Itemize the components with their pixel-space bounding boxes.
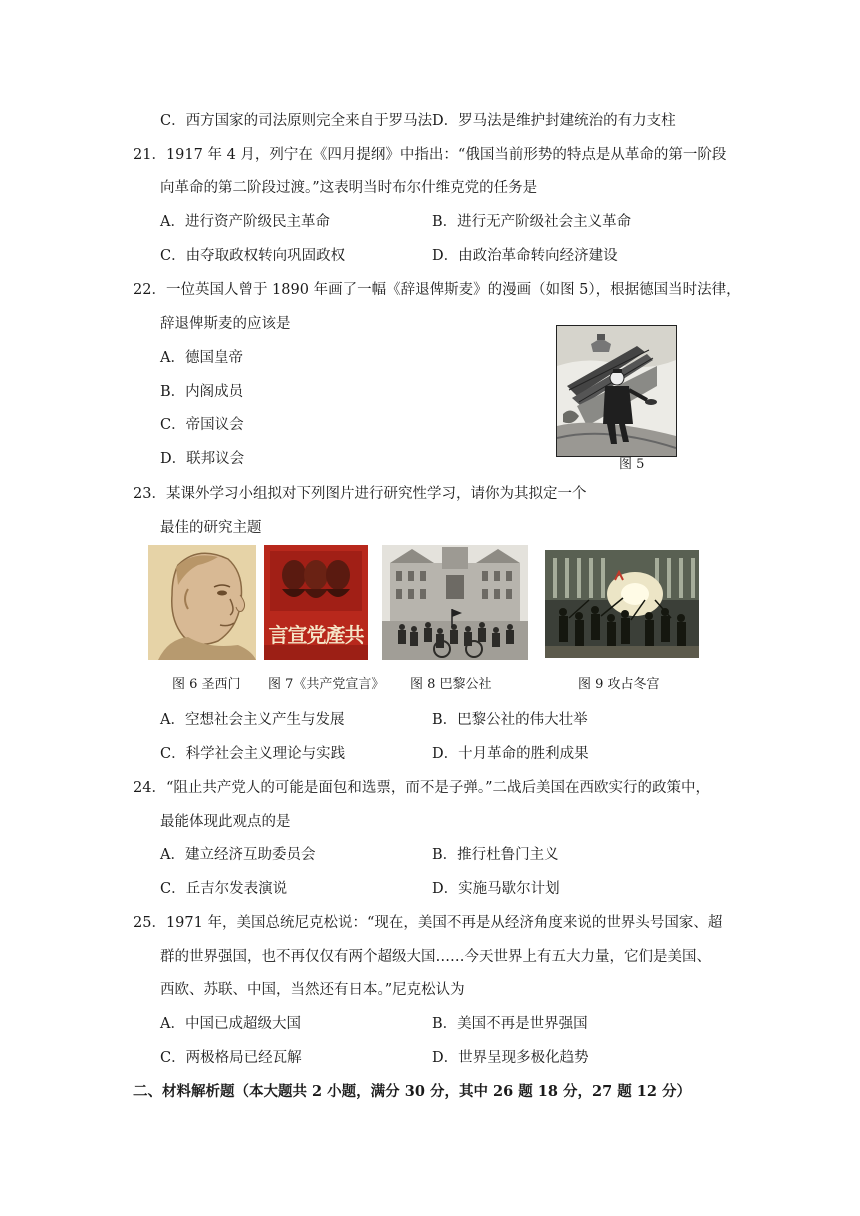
q23-option-c: C．科学社会主义理论与实践 (160, 746, 346, 762)
saint-simon-portrait-image (148, 545, 256, 660)
q20-option-c: C．西方国家的司法原则完全来自于罗马法 (160, 113, 433, 129)
bismarck-cartoon-image (556, 325, 677, 457)
q23-stem-line1: 23．某课外学习小组拟对下列图片进行研究性学习，请你为其拟定一个 (133, 486, 587, 502)
q25-stem-line3: 西欧、苏联、中国，当然还有日本。”尼克松认为 (160, 982, 465, 998)
q22-option-b: B．内阁成员 (160, 384, 244, 400)
q20-option-d: D．罗马法是维护封建统治的有力支柱 (432, 113, 676, 129)
q21-option-b: B．进行无产阶级社会主义革命 (432, 214, 632, 230)
q25-option-a: A．中国已成超级大国 (160, 1016, 301, 1032)
fig5-caption: 图 5 (619, 457, 645, 472)
q25-stem-line2: 群的世界强国，也不再仅仅有两个超级大国……今天世界上有五大力量，它们是美国、 (160, 949, 711, 965)
q23-option-a: A．空想社会主义产生与发展 (160, 712, 345, 728)
q22-stem-line1: 22．一位英国人曾于 1890 年画了一幅《辞退俾斯麦》的漫画（如图 5），根据德国当时法律， (133, 282, 741, 298)
section2-heading: 二、材料解析题（本大题共 2 小题，满分 30 分，其中 26 题 18 分，27 题 12 分） (133, 1083, 692, 1100)
fig7-caption: 图 7《共产党宣言》 (268, 677, 385, 692)
q22-option-c: C．帝国议会 (160, 417, 244, 433)
q24-option-a: A．建立经济互助委员会 (160, 847, 316, 863)
communist-manifesto-cover-image (264, 545, 368, 660)
q24-option-c: C．丘吉尔发表演说 (160, 881, 288, 897)
fig6-caption: 图 6 圣西门 (172, 677, 241, 692)
q24-stem-line1: 24．“阻止共产党人的可能是面包和选票，而不是子弹。”二战后美国在西欧实行的政策中， (133, 780, 711, 796)
fig8-caption: 图 8 巴黎公社 (410, 677, 492, 692)
q24-option-b: B．推行杜鲁门主义 (432, 847, 559, 863)
q25-option-b: B．美国不再是世界强国 (432, 1016, 588, 1032)
q21-stem-line1: 21．1917 年 4 月，列宁在《四月提纲》中指出：“俄国当前形势的特点是从革命的第一阶段 (133, 147, 727, 163)
q24-stem-line2: 最能体现此观点的是 (160, 814, 291, 830)
q25-option-d: D．世界呈现多极化趋势 (432, 1050, 589, 1066)
paris-commune-image (382, 545, 528, 660)
winter-palace-image (545, 550, 699, 658)
q23-stem-line2: 最佳的研究主题 (160, 520, 262, 536)
q22-option-d: D．联邦议会 (160, 451, 245, 467)
q23-option-d: D．十月革命的胜利成果 (432, 746, 589, 762)
manifesto-cover-title: 言宣党產共 (268, 623, 364, 647)
q21-option-d: D．由政治革命转向经济建设 (432, 248, 618, 264)
fig9-caption: 图 9 攻占冬宫 (578, 677, 660, 692)
q25-stem-line1: 25．1971 年，美国总统尼克松说：“现在，美国不再是从经济角度来说的世界头号国家、超 (133, 915, 723, 931)
q23-option-b: B．巴黎公社的伟大壮举 (432, 712, 588, 728)
q21-stem-line2: 向革命的第二阶段过渡。”这表明当时布尔什维克党的任务是 (160, 180, 538, 196)
q22-option-a: A．德国皇帝 (160, 350, 243, 366)
q21-option-a: A．进行资产阶级民主革命 (160, 214, 330, 230)
q25-option-c: C．两极格局已经瓦解 (160, 1050, 302, 1066)
q21-option-c: C．由夺取政权转向巩固政权 (160, 248, 346, 264)
q22-stem-line2: 辞退俾斯麦的应该是 (160, 316, 291, 332)
q24-option-d: D．实施马歇尔计划 (432, 881, 560, 897)
